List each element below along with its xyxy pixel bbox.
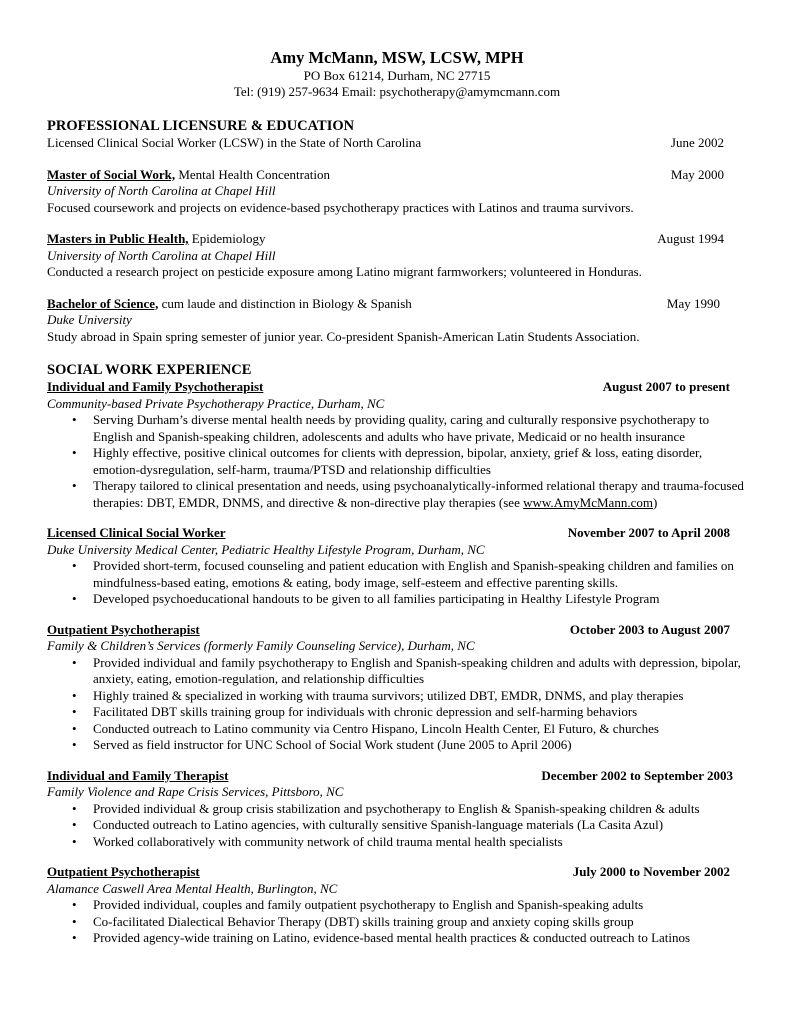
mailing-address: PO Box 61214, Durham, NC 27715 (303, 68, 491, 83)
bullet-icon: • (72, 800, 77, 816)
degree-date: May 2000 (670, 166, 724, 182)
job-dates: December 2002 to September 2003 (541, 767, 733, 783)
job-entry (47, 768, 747, 851)
job-entry (47, 864, 747, 947)
list-item: • Provided individual & group crisis stabilization and psychotherapy to English & Spanish-speaking children & adults (72, 800, 700, 816)
resume-page (47, 48, 747, 947)
education-entry (47, 231, 747, 281)
list-item: • Provided agency-wide training on Latino, evidence-based mental health practices & conducted outreach to Latinos (72, 930, 691, 945)
list-item: • Facilitated DBT skills training group for individuals with chronic depression and self-harming behaviors (72, 704, 638, 719)
job-bullets (47, 558, 747, 608)
bullet-icon: • (72, 704, 77, 719)
job-entry (47, 379, 747, 511)
degree-name: Masters in Public Health, (47, 231, 189, 246)
license-text: Licensed Clinical Social Worker (LCSW) in the State of North Carolina (47, 135, 422, 150)
job-title: Licensed Clinical Social Worker (47, 525, 226, 540)
bullet-icon: • (72, 654, 77, 670)
list-item: • Provided individual and family psychotherapy to English and Spanish-speaking children and adults with depression, bipolar, anxiety, eating, emotion-regulation, and relationship difficulties (72, 654, 741, 686)
school-name: University of North Carolina at Chapel Hill (47, 183, 276, 198)
job-title: Individual and Family Psychotherapist (47, 379, 264, 394)
licensure-section-title: PROFESSIONAL LICENSURE & EDUCATION (47, 118, 355, 134)
license-entry (47, 135, 747, 152)
job-organization: Alamance Caswell Area Mental Health, Burlington, NC (47, 880, 338, 896)
job-organization: Community-based Private Psychotherapy Practice, Durham, NC (47, 395, 385, 411)
bullet-icon: • (72, 687, 77, 703)
job-organization: Family Violence and Rape Crisis Services, Pittsboro, NC (47, 784, 344, 799)
education-entry (47, 167, 747, 217)
school-name: Duke University (47, 312, 132, 327)
list-item: • Co-facilitated Dialectical Behavior Therapy (DBT) skills training group and anxiety coping skills group (72, 913, 634, 929)
job-title: Individual and Family Therapist (47, 767, 229, 783)
degree-field: Mental Health Concentration (175, 166, 330, 182)
website-link[interactable]: www.AmyMcMann.com (523, 494, 653, 510)
job-bullets (47, 897, 747, 947)
licensure-section (47, 117, 747, 345)
bullet-icon: • (72, 412, 77, 427)
list-item: • Therapy tailored to clinical presentation and needs, using psychoanalytically-informed relational therapy and trauma-focused therapies: DBT, EMDR, DNMS, and directive & non-directive play therapies (see www.AmyMcMann.com) (72, 478, 744, 510)
job-bullets (47, 655, 747, 754)
job-organization: Duke University Medical Center, Pediatric Healthy Lifestyle Program, Durham, NC (47, 541, 485, 557)
license-date: June 2002 (670, 135, 724, 150)
bullet-icon: • (72, 591, 77, 606)
bullet-icon: • (72, 737, 77, 752)
job-title: Outpatient Psychotherapist (47, 621, 200, 637)
bullet-icon: • (72, 720, 77, 736)
job-organization: Family & Children’s Services (formerly Family Counseling Service), Durham, NC (47, 638, 475, 653)
bullet-icon: • (72, 558, 77, 573)
list-item: • Provided individual, couples and family outpatient psychotherapy to English and Spanish-speaking adults (72, 897, 644, 912)
experience-section-title: SOCIAL WORK EXPERIENCE (47, 362, 252, 378)
job-dates: November 2007 to April 2008 (567, 525, 730, 540)
list-item: • Highly effective, positive clinical outcomes for clients with depression, bipolar, anxiety, grief & loss, eating disorder, emotion-dysregulation, self-harm, trauma/PTSD and relationship difficulties (72, 445, 703, 477)
education-note: Conducted a research project on pesticide exposure among Latino migrant farmworkers; volunteered in Honduras. (47, 264, 642, 279)
list-item: • Conducted outreach to Latino community via Centro Hispano, Lincoln Health Center, El Futuro, & churches (72, 720, 659, 736)
degree-name: Bachelor of Science, (47, 295, 159, 311)
job-dates: August 2007 to present (602, 379, 730, 394)
degree-date: August 1994 (657, 231, 724, 246)
contact-info: Tel: (919) 257-9634 Email: psychotherapy@amymcmann.com (233, 84, 561, 99)
degree-field: Epidemiology (188, 231, 266, 246)
list-item: • Conducted outreach to Latino agencies, with culturally sensitive Spanish-language materials (La Casita Azul) (72, 817, 664, 832)
education-note: Study abroad in Spain spring semester of junior year. Co-president Spanish-American Latin Students Association. (47, 328, 640, 344)
job-dates: October 2003 to August 2007 (569, 621, 730, 637)
education-note: Focused coursework and projects on evidence-based psychotherapy practices with Latinos and trauma survivors. (47, 199, 634, 215)
bullet-icon: • (72, 478, 77, 493)
education-entry (47, 296, 747, 346)
bullet-icon: • (72, 445, 77, 460)
applicant-name: Amy McMann, MSW, LCSW, MPH (270, 48, 524, 67)
degree-field: cum laude and distinction in Biology & Spanish (158, 295, 412, 311)
bullet-icon: • (72, 913, 77, 929)
job-entry (47, 525, 747, 608)
job-bullets (47, 801, 747, 851)
list-item: • Serving Durham’s diverse mental health needs by providing quality, caring and culturally responsive psychotherapy to English and Spanish-speaking children, adolescents and adults who have private, Medicaid or no health insurance (72, 412, 710, 444)
list-item: • Provided short-term, focused counseling and patient education with English and Spanish-speaking children and families on mindfulness-based eating, emotions & eating, body image, self-esteem and effective parenting skills. (72, 558, 734, 590)
degree-date: May 1990 (666, 295, 720, 311)
bullet-icon: • (72, 833, 77, 849)
job-entry (47, 622, 747, 754)
job-dates: July 2000 to November 2002 (572, 864, 730, 879)
bullet-icon: • (72, 817, 77, 832)
job-title: Outpatient Psychotherapist (47, 864, 200, 879)
bullet-icon: • (72, 930, 77, 945)
degree-name: Master of Social Work, (47, 166, 176, 182)
list-item: • Worked collaboratively with community network of child trauma mental health specialists (72, 833, 563, 849)
list-item: • Highly trained & specialized in working with trauma survivors; utilized DBT, EMDR, DNMS, and play therapies (72, 687, 684, 703)
list-item: • Developed psychoeducational handouts to be given to all families participating in Healthy Lifestyle Program (72, 591, 660, 606)
school-name: University of North Carolina at Chapel Hill (47, 247, 276, 263)
job-bullets (47, 412, 747, 511)
resume-header (47, 48, 747, 100)
experience-section (47, 361, 747, 947)
bullet-icon: • (72, 897, 77, 912)
list-item: • Served as field instructor for UNC School of Social Work student (June 2005 to April 2006) (72, 737, 572, 752)
